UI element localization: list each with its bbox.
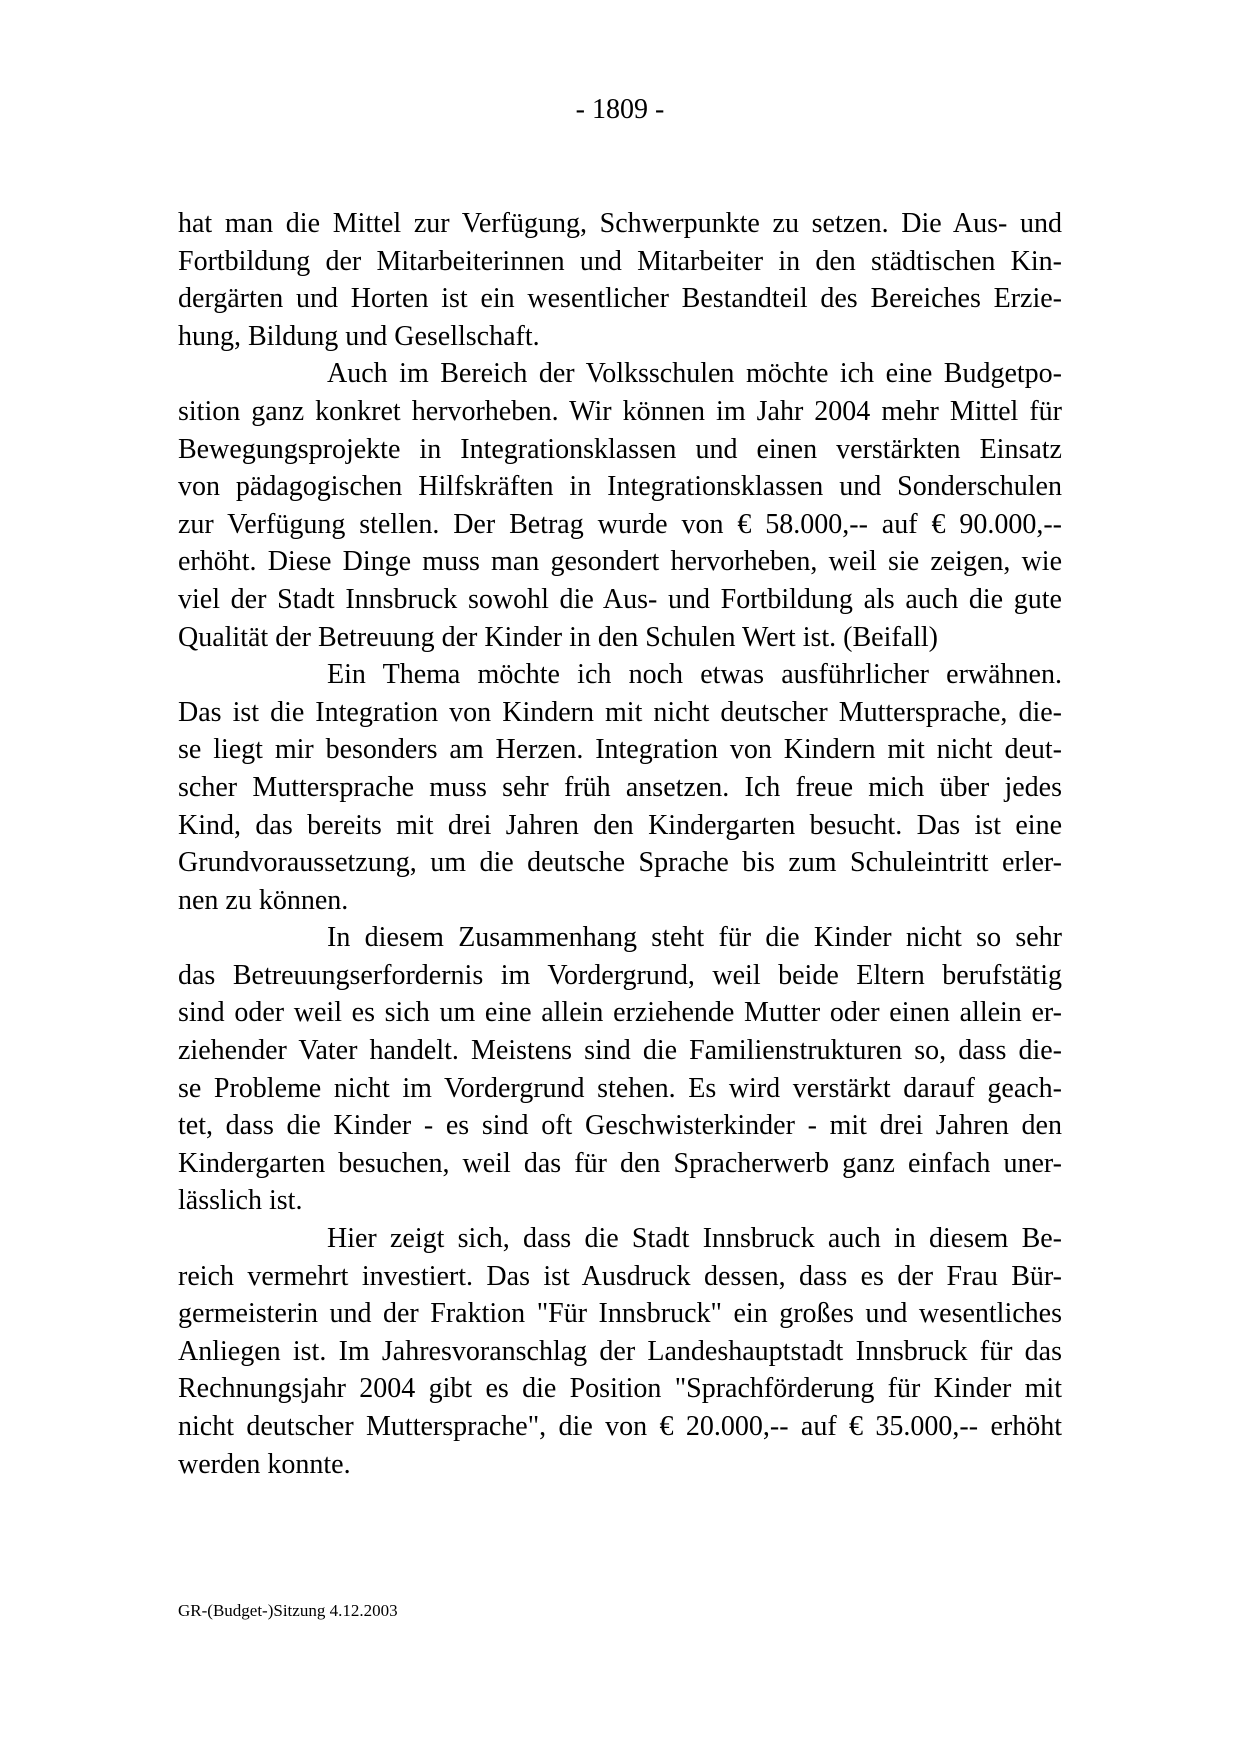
text-line: viel der Stadt Innsbruck sowohl die Aus- und Fortbildung als auch die gute bbox=[178, 583, 1062, 615]
text-line: lässlich ist. bbox=[178, 1185, 303, 1217]
text-line: tet, dass die Kinder - es sind oft Geschwisterkinder - mit drei Jahren den bbox=[178, 1110, 1062, 1142]
text-line: Rechnungsjahr 2004 gibt es die Position "Sprachförderung für Kinder mit bbox=[178, 1373, 1062, 1405]
text-line: das Betreuungserfordernis im Vordergrund, weil beide Eltern berufstätig bbox=[178, 959, 1062, 991]
text-line: zur Verfügung stellen. Der Betrag wurde von € 58.000,-- auf € 90.000,-- bbox=[178, 508, 1062, 540]
text-line: hat man die Mittel zur Verfügung, Schwerpunkte zu setzen. Die Aus- und bbox=[178, 208, 1062, 239]
document-body bbox=[178, 205, 1062, 1483]
paragraph bbox=[178, 919, 1062, 1220]
text-line: se Probleme nicht im Vordergrund stehen. Es wird verstärkt darauf geach- bbox=[178, 1072, 1062, 1104]
text-line: nen zu können. bbox=[178, 884, 349, 916]
text-line: sition ganz konkret hervorheben. Wir können im Jahr 2004 mehr Mittel für bbox=[178, 395, 1062, 427]
text-line: se liegt mir besonders am Herzen. Integration von Kindern mit nicht deut- bbox=[178, 734, 1062, 766]
text-line: Auch im Bereich der Volksschulen möchte ich eine Budgetpo- bbox=[327, 358, 1062, 390]
paragraph bbox=[178, 355, 1062, 656]
text-line: nicht deutscher Muttersprache", die von € 20.000,-- auf € 35.000,-- erhöht bbox=[178, 1411, 1062, 1442]
text-line: Das ist die Integration von Kindern mit nicht deutscher Muttersprache, die- bbox=[178, 696, 1062, 728]
text-line: dergärten und Horten ist ein wesentlicher Bestandteil des Bereiches Erzie- bbox=[178, 283, 1062, 315]
text-line: Kindergarten besuchen, weil das für den Spracherwerb ganz einfach uner- bbox=[178, 1147, 1062, 1179]
text-line: scher Muttersprache muss sehr früh ansetzen. Ich freue mich über jedes bbox=[178, 771, 1062, 803]
text-line: Bewegungsprojekte in Integrationsklassen und einen verstärkten Einsatz bbox=[178, 433, 1062, 465]
text-line: Grundvoraussetzung, um die deutsche Sprache bis zum Schuleintritt erler- bbox=[178, 847, 1062, 879]
text-line: germeisterin und der Fraktion "Für Innsbruck" ein großes und wesentliches bbox=[178, 1298, 1062, 1330]
text-line: Fortbildung der Mitarbeiterinnen und Mitarbeiter in den städtischen Kin- bbox=[178, 245, 1062, 277]
footer-session-label: GR-(Budget-)Sitzung 4.12.2003 bbox=[178, 1601, 398, 1620]
text-line: In diesem Zusammenhang steht für die Kinder nicht so sehr bbox=[327, 922, 1062, 954]
text-line: Qualität der Betreuung der Kinder in den Schulen Wert ist. (Beifall) bbox=[178, 621, 939, 653]
page-number: - 1809 - bbox=[575, 94, 665, 125]
text-line: von pädagogischen Hilfskräften in Integrationsklassen und Sonderschulen bbox=[178, 471, 1062, 503]
text-line: reich vermehrt investiert. Das ist Ausdruck dessen, dass es der Frau Bür- bbox=[178, 1260, 1062, 1292]
text-line: Hier zeigt sich, dass die Stadt Innsbruck auch in diesem Be- bbox=[327, 1223, 1062, 1255]
text-line: Ein Thema möchte ich noch etwas ausführlicher erwähnen. bbox=[327, 659, 1062, 691]
text-line: erhöht. Diese Dinge muss man gesondert hervorheben, weil sie zeigen, wie bbox=[178, 546, 1062, 578]
text-line: sind oder weil es sich um eine allein erziehende Mutter oder einen allein er- bbox=[178, 997, 1062, 1029]
text-line: Kind, das bereits mit drei Jahren den Kindergarten besucht. Das ist eine bbox=[178, 809, 1062, 841]
text-line: werden konnte. bbox=[178, 1448, 351, 1480]
text-line: Anliegen ist. Im Jahresvoranschlag der Landeshauptstadt Innsbruck für das bbox=[178, 1335, 1062, 1367]
paragraph bbox=[178, 1220, 1062, 1483]
paragraph bbox=[178, 205, 1062, 355]
paragraph bbox=[178, 656, 1062, 919]
text-line: ziehender Vater handelt. Meistens sind die Familienstrukturen so, dass die- bbox=[178, 1035, 1062, 1067]
text-line: hung, Bildung und Gesellschaft. bbox=[178, 320, 540, 352]
